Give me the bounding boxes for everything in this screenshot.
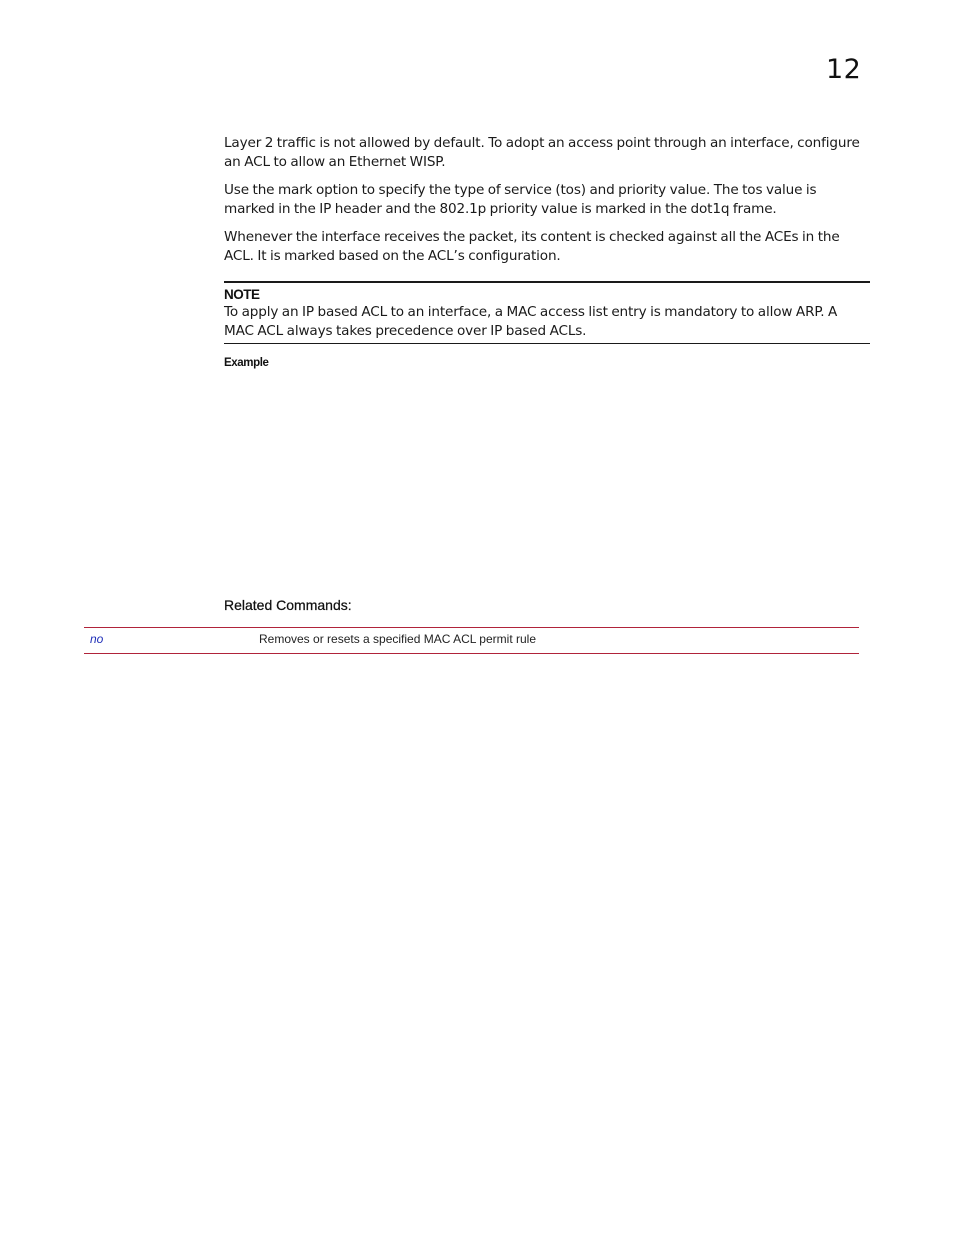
body-paragraph-mark-option: Use the mark option to specify the type of service (tos) and priority value. The tos value is marked in the IP header and the 802.1p priority value is marked in the dot1q frame.	[224, 182, 817, 217]
note-box	[224, 281, 870, 344]
chapter-number: 12	[826, 54, 862, 85]
related-commands-table	[84, 627, 859, 654]
related-command-link-no[interactable]: no	[90, 632, 104, 646]
note-text: To apply an IP based ACL to an interface, a MAC access list entry is mandatory to allow ARP. A MAC ACL always takes precedence over IP based ACLs.	[224, 304, 838, 339]
related-command-description: Removes or resets a specified MAC ACL permit rule	[259, 632, 536, 646]
example-label: Example	[224, 357, 269, 369]
body-paragraph-layer2: Layer 2 traffic is not allowed by default. To adopt an access point through an interface, configure an ACL to allow an Ethernet WISP.	[224, 135, 860, 170]
body-paragraph-interface-receives: Whenever the interface receives the packet, its content is checked against all the ACEs in the ACL. It is marked based on the ACL’s configuration.	[224, 229, 840, 264]
related-commands-heading: Related Commands:	[224, 597, 352, 613]
note-title: NOTE	[224, 287, 260, 302]
